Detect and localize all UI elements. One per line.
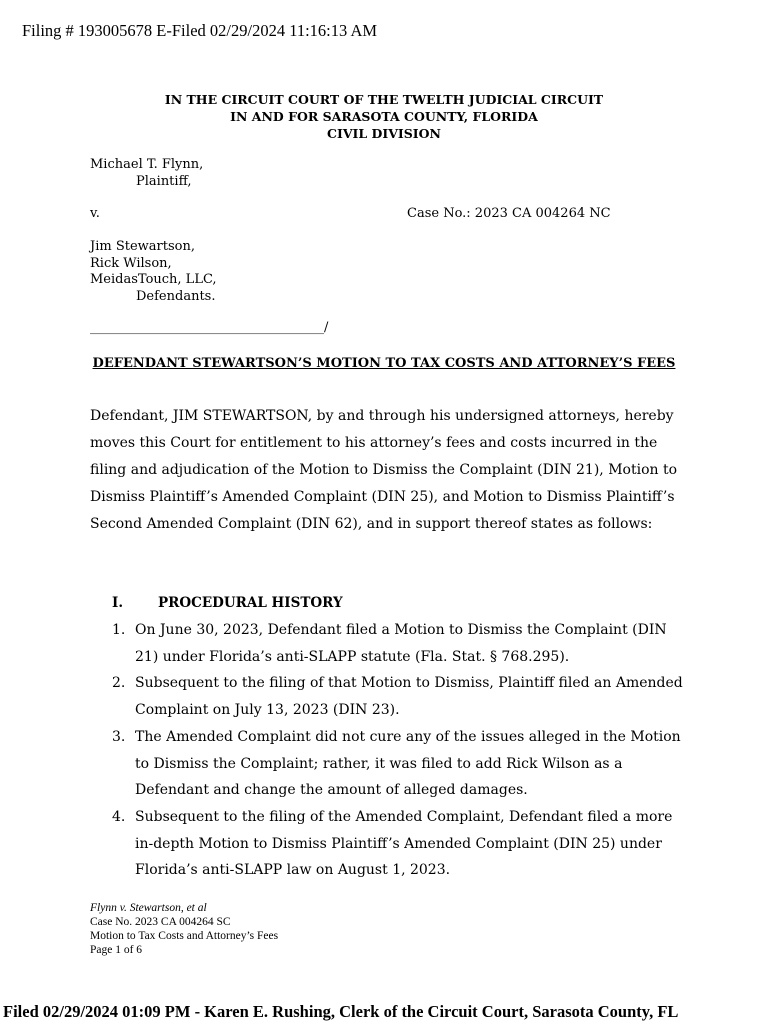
- footer-doc-title: Motion to Tax Costs and Attorney’s Fees: [90, 930, 279, 942]
- item-number: 1.: [112, 622, 126, 638]
- defendants-role: Defendants.: [136, 288, 216, 304]
- caption-signature-line: ____________________________________/: [90, 320, 329, 335]
- list-item: [90, 670, 690, 723]
- section-number: I.: [112, 595, 124, 611]
- court-line-3: CIVIL DIVISION: [327, 126, 441, 141]
- item-number: 3.: [112, 728, 126, 745]
- defendant-name: Rick Wilson,: [90, 255, 172, 271]
- footer-case-name: Flynn v. Stewartson, et al: [90, 902, 207, 914]
- plaintiff-role: Plaintiff,: [136, 173, 192, 189]
- court-caption: [0, 91, 768, 142]
- item-number: 2.: [112, 675, 126, 692]
- page-footer: [90, 901, 278, 957]
- plaintiff-block: [90, 157, 203, 190]
- list-item: [90, 617, 690, 670]
- list-item: [90, 724, 690, 804]
- plaintiff-name: Michael T. Flynn,: [90, 157, 204, 172]
- court-line-1: IN THE CIRCUIT COURT OF THE TWELTH JUDICIAL CIRCUIT: [164, 92, 604, 107]
- procedural-history-list: [90, 617, 690, 884]
- efiling-stamp: Filing # 193005678 E-Filed 02/29/2024 11:16:13 AM: [22, 21, 378, 40]
- case-number: Case No.: 2023 CA 004264 NC: [407, 206, 611, 221]
- item-text: On June 30, 2023, Defendant filed a Motion to Dismiss the Complaint (DIN 21) under Florida’s anti-SLAPP statute (Fla. Stat. § 768.295).: [135, 622, 667, 665]
- list-item: [90, 804, 690, 884]
- intro-paragraph: Defendant, JIM STEWARTSON, by and through his undersigned attorneys, hereby moves this Court for entitlement to his attorney’s fees and costs incurred in the filing and adjudication of the Motion to Dismiss the Complaint (DIN 21), Motion to Dismiss Plaintiff’s Amended Complaint (DIN 25), and Motion to Dismiss Plaintiff’s Second Amended Complaint (DIN 62), and in support thereof states as follows:: [90, 408, 678, 532]
- item-text: Subsequent to the filing of the Amended Complaint, Defendant filed a more in-depth Motion to Dismiss Plaintiff’s Amended Complaint (DIN 25) under Florida’s anti-SLAPP law on August 1, 2023.: [135, 808, 673, 879]
- item-number: 4.: [112, 808, 126, 825]
- footer-page-number: Page 1 of 6: [90, 944, 143, 956]
- defendant-name: Jim Stewartson,: [90, 239, 195, 254]
- item-text: The Amended Complaint did not cure any of the issues alleged in the Motion to Dismiss the Complaint; rather, it was filed to add Rick Wilson as a Defendant and change the amount of alleged damages.: [135, 728, 681, 799]
- document-title: DEFENDANT STEWARTSON’S MOTION TO TAX COSTS AND ATTORNEY’S FEES: [92, 356, 676, 371]
- section-title: PROCEDURAL HISTORY: [158, 595, 343, 611]
- court-line-2: IN AND FOR SARASOTA COUNTY, FLORIDA: [230, 109, 538, 124]
- item-text: Subsequent to the filing of that Motion to Dismiss, Plaintiff filed an Amended Complaint on July 13, 2023 (DIN 23).: [135, 675, 683, 719]
- versus-label: v.: [90, 206, 100, 221]
- section-heading: [112, 593, 343, 613]
- clerk-filed-stamp: Filed 02/29/2024 01:09 PM - Karen E. Rushing, Clerk of the Circuit Court, Sarasota County, FL: [3, 1002, 679, 1021]
- footer-case-number: Case No. 2023 CA 004264 SC: [90, 916, 231, 928]
- defendant-name: MeidasTouch, LLC,: [90, 272, 217, 287]
- defendants-block: [90, 239, 217, 305]
